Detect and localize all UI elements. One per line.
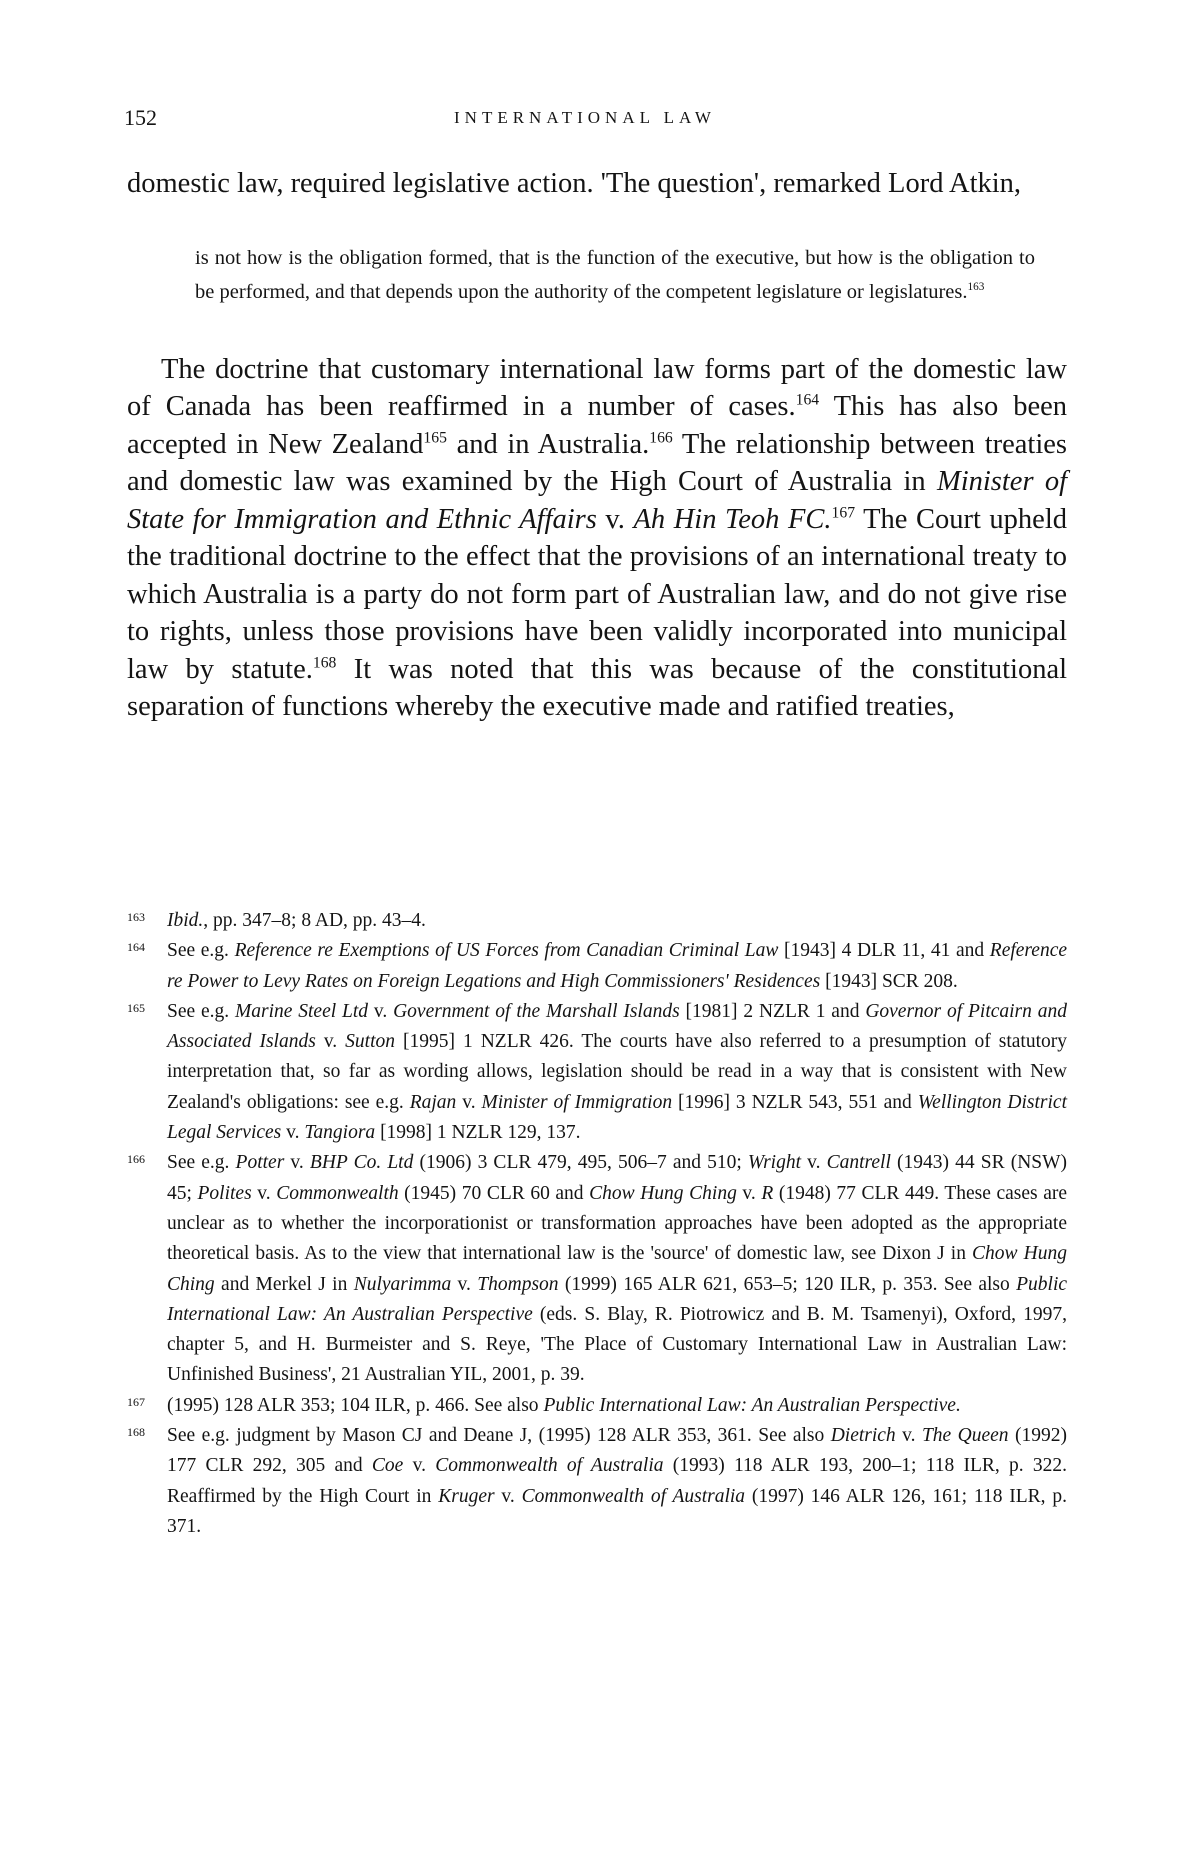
footnote-text: v.: [456, 1091, 482, 1113]
citation-title: Coe: [371, 1455, 404, 1477]
footnote-ref[interactable]: 163: [967, 280, 985, 293]
footnote-text: v.: [451, 1273, 478, 1295]
footnote-text: (1948) 77 CLR 449. These cases are unclear as to whether the incorporationist or transformation approaches have been adopted as the appropriate theoretical basis. As to the view that international law is the 'source' of domestic law, see Dixon J in: [167, 1182, 1067, 1265]
footnote-number: 163: [127, 910, 145, 924]
footnote-number: 166: [127, 1152, 145, 1167]
footnote-text: [1995] 1 NZLR 426. The courts have also referred to a presumption of statutory interpretation that, so far as wording allows, legislation should be read in a way that is consistent with New Zealand's obligations: see e.g.: [167, 1031, 1068, 1113]
footnote: [127, 1148, 1067, 1390]
citation-title: Wright: [747, 1152, 801, 1174]
citation-title: Commonwealth of Australia: [435, 1455, 664, 1477]
citation-title: Minister of Immigration: [481, 1091, 673, 1113]
footnote: [127, 1421, 1067, 1542]
citation-title: R: [761, 1182, 774, 1204]
footnote-text: (1997) 146 ALR 126, 161; 118 ILR, p. 371.: [167, 1485, 1067, 1537]
running-head: INTERNATIONAL LAW: [454, 108, 716, 127]
citation-title: Reference re Power to Levy Rates on Foreign Legations and High Commissioners' Residences: [167, 940, 1068, 992]
citation-title: Thompson: [477, 1273, 559, 1295]
footnote: [127, 1391, 1067, 1421]
block-quote: [195, 241, 1035, 309]
citation-title: Wellington District Legal Services: [167, 1091, 1068, 1144]
footnote-text: [1998] 1 NZLR 129, 137.: [375, 1122, 581, 1144]
footnote-text: See e.g.: [167, 940, 235, 962]
quote-text: is not how is the obligation formed, that is the function of the executive, but how is the obligation to be performed, and that depends upon the authority of the competent legislature or legislatures.: [195, 246, 1035, 303]
text-run: It was noted that this was because of the constitutional separation of functions whereby the executive made and ratified treaties,: [127, 653, 1068, 722]
main-text: [127, 165, 1067, 726]
citation-title: Governor of Pitcairn and Associated Islands: [167, 1000, 1067, 1053]
case-name: Minister of State for Immigration and Ethnic Affairs: [127, 466, 1067, 535]
footnote-text: v.: [895, 1425, 922, 1447]
footnote-text: See e.g.: [167, 1000, 235, 1022]
paragraph: [127, 351, 1067, 726]
case-name: Ah Hin Teoh FC.: [633, 503, 832, 535]
footnote-text: v.: [315, 1031, 346, 1053]
text-run: The relationship between treaties and domestic law was examined by the High Court of Australia in: [127, 428, 1067, 497]
citation-title: The Queen: [921, 1425, 1009, 1447]
footnote: [127, 997, 1067, 1148]
citation-title: Government of the Marshall Islands: [393, 1000, 680, 1022]
text-run: and in Australia.: [446, 428, 650, 460]
citation-title: Nulyarimma: [353, 1273, 452, 1295]
page-header: [124, 105, 1124, 135]
footnote-text: (1993) 118 ALR 193, 200–1; 118 ILR, p. 322. Reaffirmed by the High Court in: [167, 1455, 1067, 1507]
citation-title: Sutton: [345, 1031, 396, 1053]
footnotes: [127, 906, 1067, 1542]
footnote-text: (1943) 44 SR (NSW) 45;: [167, 1152, 1068, 1204]
citation-title: BHP Co. Ltd: [309, 1152, 414, 1174]
footnote-number: 168: [127, 1425, 145, 1440]
footnote: [127, 906, 1067, 936]
footnote-text: v.: [403, 1455, 436, 1477]
footnote-text: [1981] 2 NZLR 1 and: [679, 1000, 866, 1022]
footnote-text: (1945) 70 CLR 60 and: [398, 1182, 590, 1204]
citation-title: Polites: [197, 1182, 252, 1204]
footnote-text: See e.g. judgment by Mason CJ and Deane J, (1995) 128 ALR 353, 361. See also: [167, 1425, 831, 1447]
citation-title: Reference re Exemptions of US Forces from Canadian Criminal Law: [234, 940, 779, 962]
footnote-text: v.: [251, 1182, 277, 1204]
citation-title: Public International Law: An Australian Perspective.: [543, 1394, 961, 1416]
footnote-ref[interactable]: 167: [831, 504, 856, 521]
footnote-number: 165: [127, 1000, 145, 1015]
footnote-text: v.: [281, 1122, 305, 1144]
footnote-text: (1999) 165 ALR 621, 653–5; 120 ILR, p. 353. See also: [558, 1273, 1017, 1295]
citation-title: Ibid.: [167, 910, 204, 931]
footnote-text: v.: [494, 1485, 522, 1507]
footnote-text: (eds. S. Blay, R. Piotrowicz and B. M. Tsamenyi), Oxford, 1997, chapter 5, and H. Burmeister and S. Reye, 'The Place of Customary International Law in Australian Law: Unfinished Business', 21 Australian YIL, 2001, p. 39.: [167, 1303, 1067, 1386]
footnote-ref[interactable]: 165: [423, 429, 447, 446]
text-run: This has also been accepted in New Zealand: [127, 391, 1067, 460]
citation-title: Tangiora: [304, 1122, 376, 1144]
footnote-text: See e.g.: [167, 1152, 236, 1174]
footnote-number: 164: [127, 940, 145, 955]
paragraph-continued: domestic law, required legislative action. 'The question', remarked Lord Atkin,: [127, 168, 1022, 199]
footnote-text: (1995) 128 ALR 353; 104 ILR, p. 466. See also: [167, 1394, 544, 1416]
text-run: The Court upheld the traditional doctrine to the effect that the provisions of an international treaty to which Australia is a party do not form part of Australian law, and do not give rise to rights, unless those provisions have been validly incorporated into municipal law by statute.: [127, 503, 1067, 685]
citation-title: Kruger: [438, 1485, 495, 1507]
text-run: v.: [596, 503, 634, 535]
citation-title: Chow Hung Ching: [167, 1243, 1067, 1295]
footnote-ref[interactable]: 168: [312, 654, 337, 671]
citation-title: Cantrell: [826, 1152, 891, 1174]
footnote-text: v.: [368, 1000, 394, 1022]
citation-title: Public International Law: An Australian Perspective: [167, 1273, 1068, 1325]
footnote-text: (1906) 3 CLR 479, 495, 506–7 and 510;: [413, 1152, 748, 1174]
footnote-text: [1943] 4 DLR 11, 41 and: [778, 940, 990, 962]
citation-title: Commonwealth: [276, 1182, 399, 1204]
footnote-number: 167: [127, 1394, 145, 1409]
footnote-ref[interactable]: 166: [649, 429, 673, 446]
citation-title: Rajan: [409, 1091, 457, 1113]
footnote-text: (1992) 177 CLR 292, 305 and: [167, 1425, 1067, 1477]
footnote-text: and Merkel J in: [214, 1273, 354, 1295]
footnote-text: , pp. 347–8; 8 AD, pp. 43–4.: [203, 910, 426, 931]
footnote-ref[interactable]: 164: [795, 391, 820, 409]
footnote-text: [1996] 3 NZLR 543, 551 and: [672, 1091, 918, 1113]
footnote: [127, 936, 1067, 997]
citation-title: Potter: [235, 1152, 285, 1174]
footnote-text: v.: [801, 1152, 827, 1174]
citation-title: Dietrich: [830, 1425, 896, 1447]
citation-title: Marine Steel Ltd: [235, 1000, 369, 1022]
text-run: The doctrine that customary international law forms part of the domestic law of Canada has been reaffirmed in a number of cases.: [127, 353, 1067, 422]
footnote-text: v.: [736, 1182, 762, 1204]
page-number: 152: [124, 105, 157, 130]
citation-title: Commonwealth of Australia: [521, 1485, 746, 1507]
footnote-text: v.: [284, 1152, 310, 1174]
citation-title: Chow Hung Ching: [589, 1182, 737, 1204]
footnote-text: [1943] SCR 208.: [820, 970, 958, 992]
